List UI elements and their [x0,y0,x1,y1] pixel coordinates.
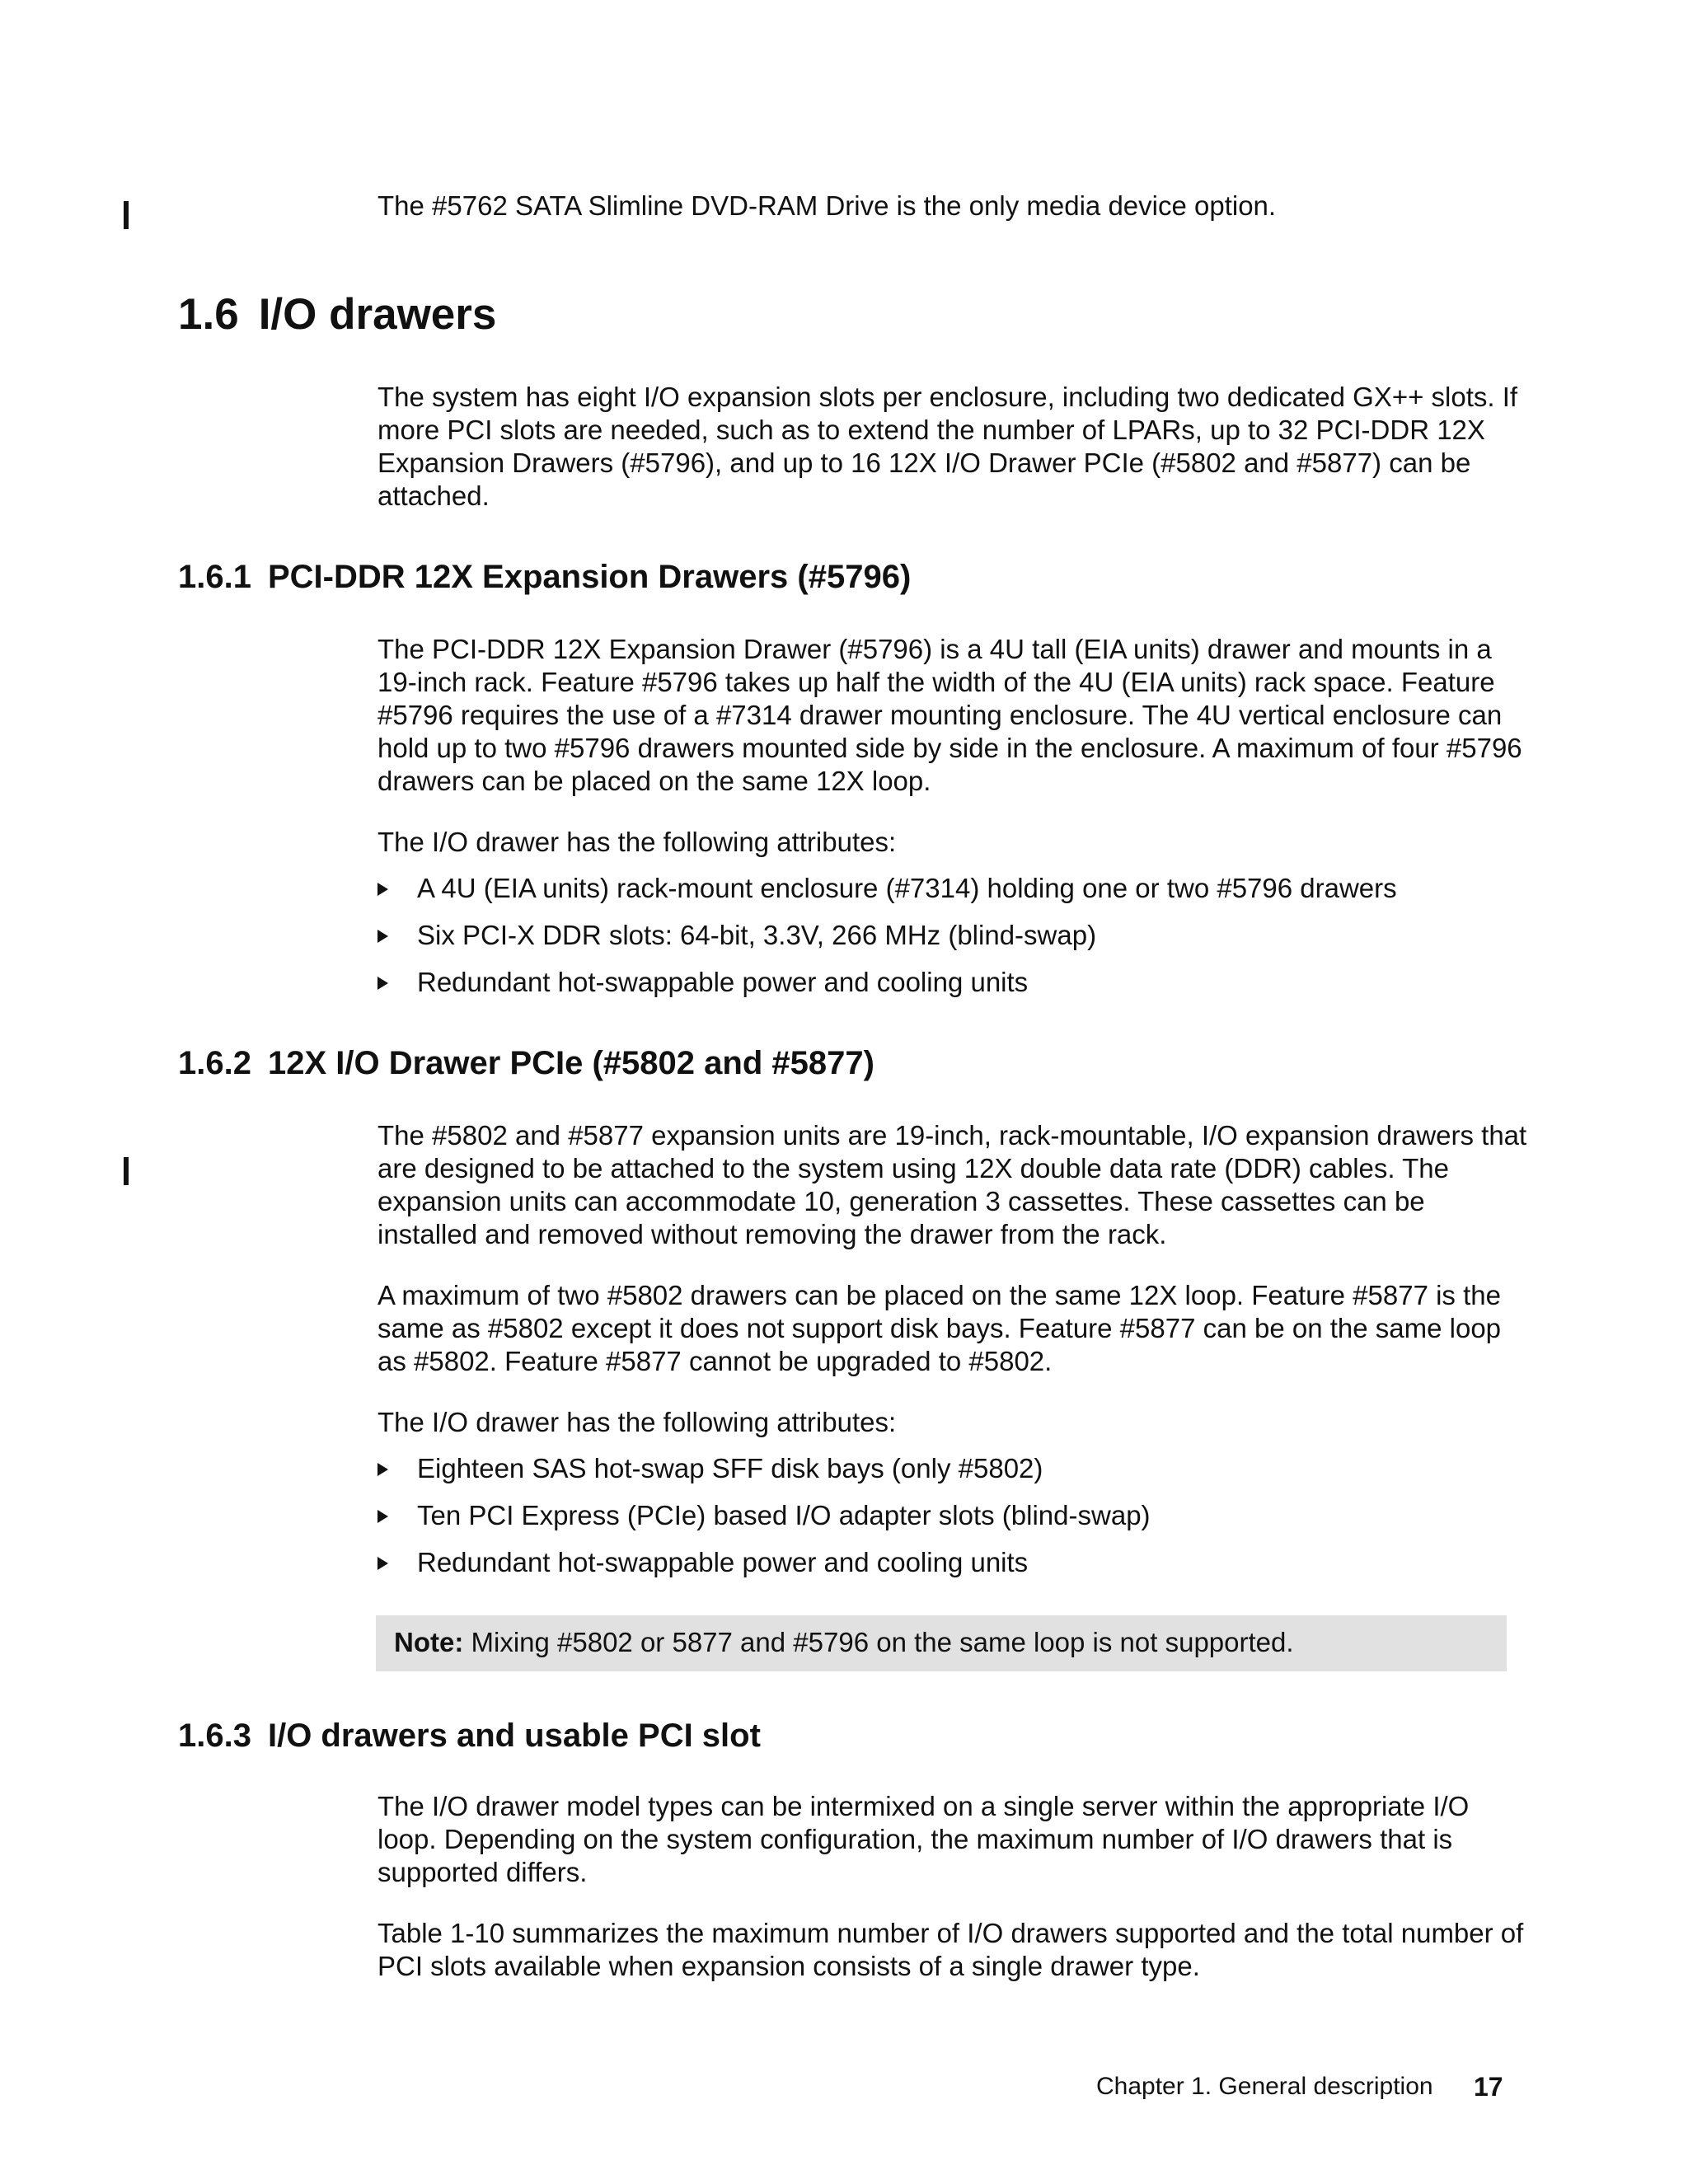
list-item [377,872,1531,919]
list-item [377,919,1531,966]
footer-chapter-title: Chapter 1. General description [1096,2073,1433,2100]
triangle-bullet-icon [377,1510,388,1523]
section-title: 12X I/O Drawer PCIe (#5802 and #5877) [267,1045,874,1081]
change-bar-marker [124,1157,129,1185]
section-number: 1.6.3 [178,1718,251,1754]
section-1-6-2-paragraph-1: The #5802 and #5877 expansion units are 19-inch, rack-mountable, I/O expansion drawers that are designed to be attached to the system using 12X double data rate (DDR) cables. The expansion units can accommodate 10, generation 3 cassettes. These cassettes can be installed and removed without removing the drawer from the rack. [377,1120,1527,1249]
list-item-text: A 4U (EIA units) rack-mount enclosure (#7314) holding one or two #5796 drawers [417,873,1397,903]
attributes-list [377,872,1531,1013]
list-item-text: Redundant hot-swappable power and cooling units [417,1547,1029,1577]
list-item [377,1452,1531,1499]
list-item-text: Six PCI-X DDR slots: 64-bit, 3.3V, 266 MHz (blind-swap) [417,920,1097,950]
section-heading-1-6-3 [178,1716,761,1755]
note-content [394,1626,1294,1659]
attributes-intro: The I/O drawer has the following attributes: [377,827,897,857]
section-title: I/O drawers [258,290,497,339]
list-item [377,1546,1531,1593]
section-heading-1-6-1 [178,557,911,597]
triangle-bullet-icon [377,1463,388,1476]
section-1-6-paragraph: The system has eight I/O expansion slots per enclosure, including two dedicated GX++ slots. If more PCI slots are needed, such as to extend the number of LPARs, up to 32 PCI-DDR 12X Expansion Drawers (#5796), and up to 16 12X I/O Drawer PCIe (#5802 and #5877) can be attached. [377,382,1518,511]
triangle-bullet-icon [377,977,388,990]
note-box [376,1615,1507,1671]
page-number: 17 [1474,2072,1503,2102]
attributes-intro: The I/O drawer has the following attributes: [377,1407,897,1437]
list-item [377,966,1531,1013]
list-item-text: Redundant hot-swappable power and cooling units [417,967,1029,997]
list-item-text: Eighteen SAS hot-swap SFF disk bays (only #5802) [417,1453,1043,1483]
intro-paragraph: The #5762 SATA Slimline DVD-RAM Drive is the only media device option. [377,190,1277,221]
list-item [377,1499,1531,1546]
triangle-bullet-icon [377,930,388,943]
triangle-bullet-icon [377,1557,388,1570]
change-bar-marker [124,201,129,229]
section-1-6-3-paragraph-2: Table 1-10 summarizes the maximum number of I/O drawers supported and the total number of PCI slots available when expansion consists of a single drawer type. [377,1918,1524,1981]
list-item-text: Ten PCI Express (PCIe) based I/O adapter slots (blind-swap) [417,1500,1151,1530]
triangle-bullet-icon [377,883,388,896]
attributes-list [377,1452,1531,1593]
note-text: Mixing #5802 or 5877 and #5796 on the same loop is not supported. [463,1627,1294,1657]
section-number: 1.6 [178,290,239,339]
section-1-6-1-paragraph: The PCI-DDR 12X Expansion Drawer (#5796) is a 4U tall (EIA units) drawer and mounts in a 19-inch rack. Feature #5796 takes up half the width of the 4U (EIA units) rack space. Feature #5796 requires the use of a #7314 drawer mounting enclosure. The 4U vertical enclosure can hold up to two #5796 drawers mounted side by side in the enclosure. A maximum of four #5796 drawers can be placed on the same 12X loop. [377,634,1522,796]
section-heading-1-6 [178,288,496,341]
note-label: Note: [394,1627,464,1657]
section-number: 1.6.2 [178,1045,251,1081]
section-1-6-3-paragraph-1: The I/O drawer model types can be intermixed on a single server within the appropriate I/O loop. Depending on the system configuration, the maximum number of I/O drawers that is supported differs. [377,1791,1470,1887]
section-1-6-2-paragraph-2: A maximum of two #5802 drawers can be placed on the same 12X loop. Feature #5877 is the same as #5802 except it does not support disk bays. Feature #5877 can be on the same loop as #5802. Feature #5877 cannot be upgraded to #5802. [377,1280,1502,1376]
section-title: I/O drawers and usable PCI slot [267,1718,761,1754]
section-title: PCI-DDR 12X Expansion Drawers (#5796) [267,559,912,595]
section-number: 1.6.1 [178,559,251,595]
section-heading-1-6-2 [178,1043,874,1083]
